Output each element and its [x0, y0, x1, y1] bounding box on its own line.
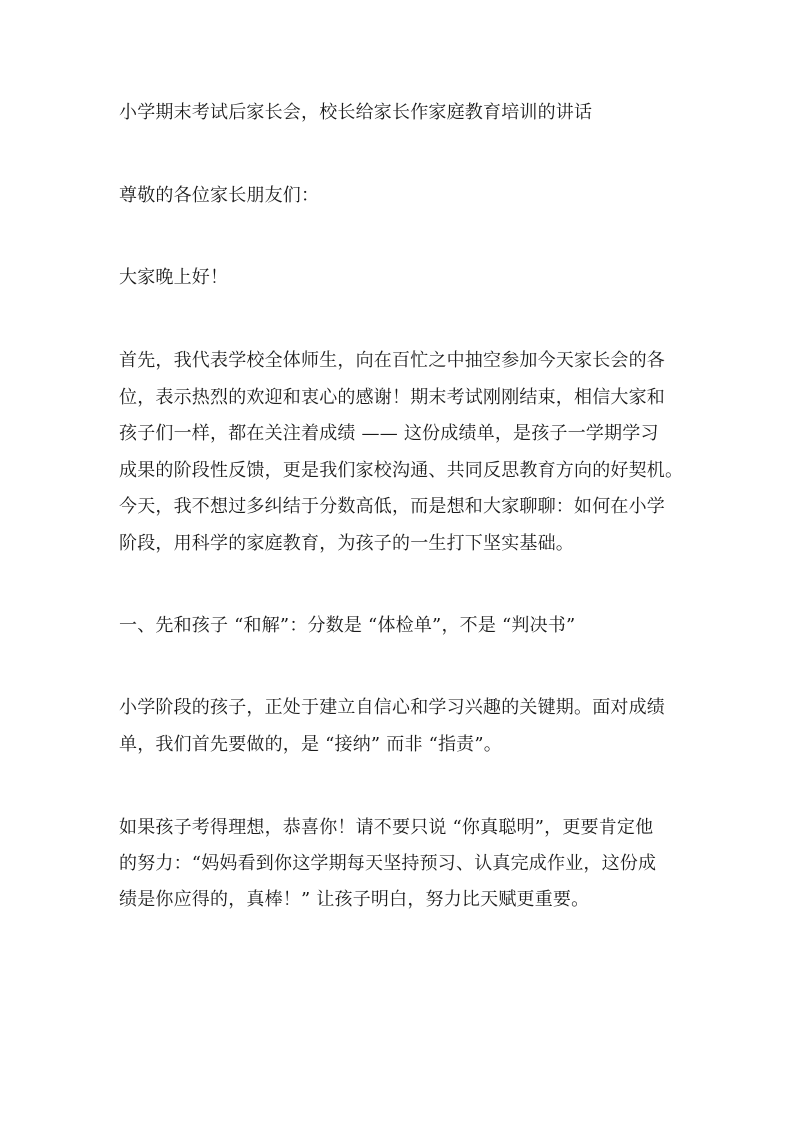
paragraph-line: 绩是你应得的，真棒！” 让孩子明白，努力比天赋更重要。 — [119, 889, 590, 910]
greeting: 大家晚上好！ — [119, 267, 229, 288]
paragraph-line: 阶段，用科学的家庭教育，为孩子的一生打下坚实基础。 — [119, 533, 574, 554]
section-heading: 一、先和孩子 “和解”：分数是 “体检单”，不是 “判决书” — [119, 615, 576, 636]
paragraph-line: 单，我们首先要做的，是 “接纳” 而非 “指责”。 — [119, 734, 502, 755]
salutation: 尊敬的各位家长朋友们： — [119, 185, 320, 206]
paragraph-line: 位，表示热烈的欢迎和衷心的感谢！期末考试刚刚结束，相信大家和 — [119, 387, 665, 408]
paragraph-line: 小学阶段的孩子，正处于建立自信心和学习兴趣的关键期。面对成绩 — [119, 697, 665, 718]
document-title: 小学期末考试后家长会，校长给家长作家庭教育培训的讲话 — [119, 102, 593, 123]
paragraph-line: 如果孩子考得理想，恭喜你！请不要只说 “你真聪明”，更要肯定他 — [119, 817, 654, 838]
paragraph-line: 的努力：“妈妈看到你这学期每天坚持预习、认真完成作业，这份成 — [119, 853, 657, 874]
paragraph-line: 孩子们一样，都在关注着成绩 —— 这份成绩单，是孩子一学期学习 — [119, 423, 659, 444]
paragraph-line: 今天，我不想过多纠结于分数高低，而是想和大家聊聊：如何在小学 — [119, 496, 665, 517]
paragraph-line: 首先，我代表学校全体师生，向在百忙之中抽空参加今天家长会的各 — [119, 350, 665, 371]
paragraph-line: 成果的阶段性反馈，更是我们家校沟通、共同反思教育方向的好契机。 — [119, 460, 684, 481]
